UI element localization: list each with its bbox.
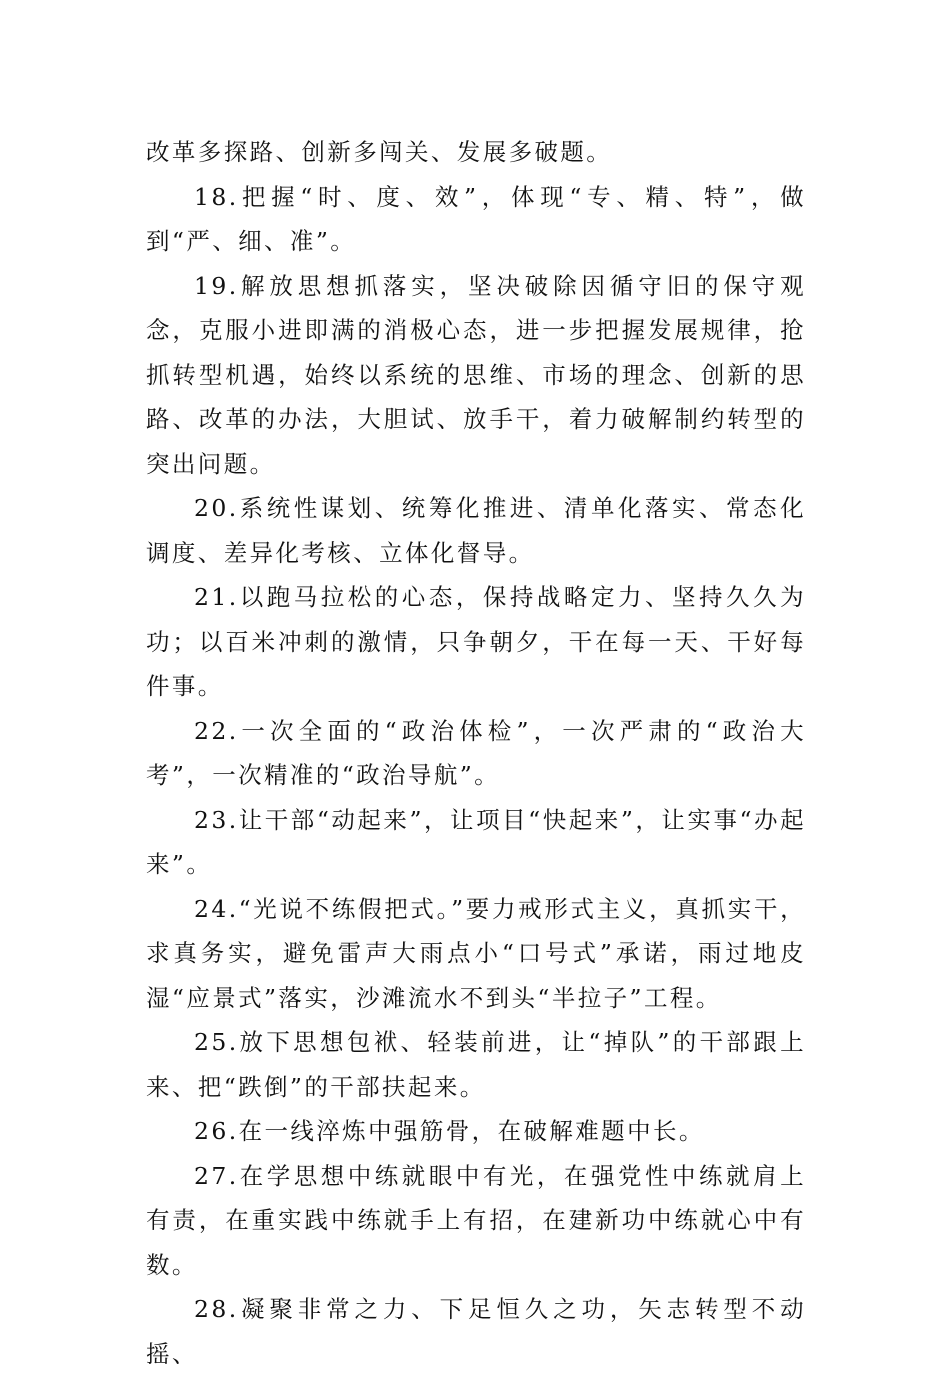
- paragraph-27: 27.在学思想中练就眼中有光，在强党性中练就肩上有责，在重实践中练就手上有招，在建新功中练就心中有数。: [146, 1161, 806, 1279]
- paragraph-25: 25.放下思想包袱、轻装前进，让“掉队”的干部跟上来、把“跌倒”的干部扶起来。: [146, 1028, 806, 1101]
- document-body: [146, 130, 806, 1376]
- paragraph-20: 20.系统性谋划、统筹化推进、清单化落实、常态化调度、差异化考核、立体化督导。: [146, 494, 806, 567]
- paragraph-26: 26.在一线淬炼中强筋骨，在破解难题中长。: [194, 1117, 705, 1145]
- paragraph-18: 18.把握“时、度、效”，体现“专、精、特”，做到“严、细、准”。: [146, 182, 806, 255]
- paragraph-22: 22.一次全面的“政治体检”，一次严肃的“政治大考”，一次精准的“政治导航”。: [146, 716, 806, 789]
- paragraph-24: 24.“光说不练假把式。”要力戒形式主义，真抓实干，求真务实，避免雷声大雨点小“口号式”承诺，雨过地皮湿“应景式”落实，沙滩流水不到头“半拉子”工程。: [146, 894, 806, 1012]
- paragraph-19: 19.解放思想抓落实，坚决破除因循守旧的保守观念，克服小进即满的消极心态，进一步把握发展规律，抢抓转型机遇，始终以系统的思维、市场的理念、创新的思路、改革的办法，大胆试、放手干，着力破解制约转型的突出问题。: [146, 271, 806, 478]
- paragraph-21: 21.以跑马拉松的心态，保持战略定力、坚持久久为功；以百米冲刺的激情，只争朝夕，干在每一天、干好每件事。: [146, 583, 806, 700]
- paragraph-17-continued: 改革多探路、创新多闯关、发展多破题。: [146, 138, 613, 166]
- paragraph-23: 23.让干部“动起来”，让项目“快起来”，让实事“办起来”。: [146, 805, 806, 878]
- paragraph-28: 28.凝聚非常之力、下足恒久之功，矢志转型不动摇、: [146, 1295, 806, 1368]
